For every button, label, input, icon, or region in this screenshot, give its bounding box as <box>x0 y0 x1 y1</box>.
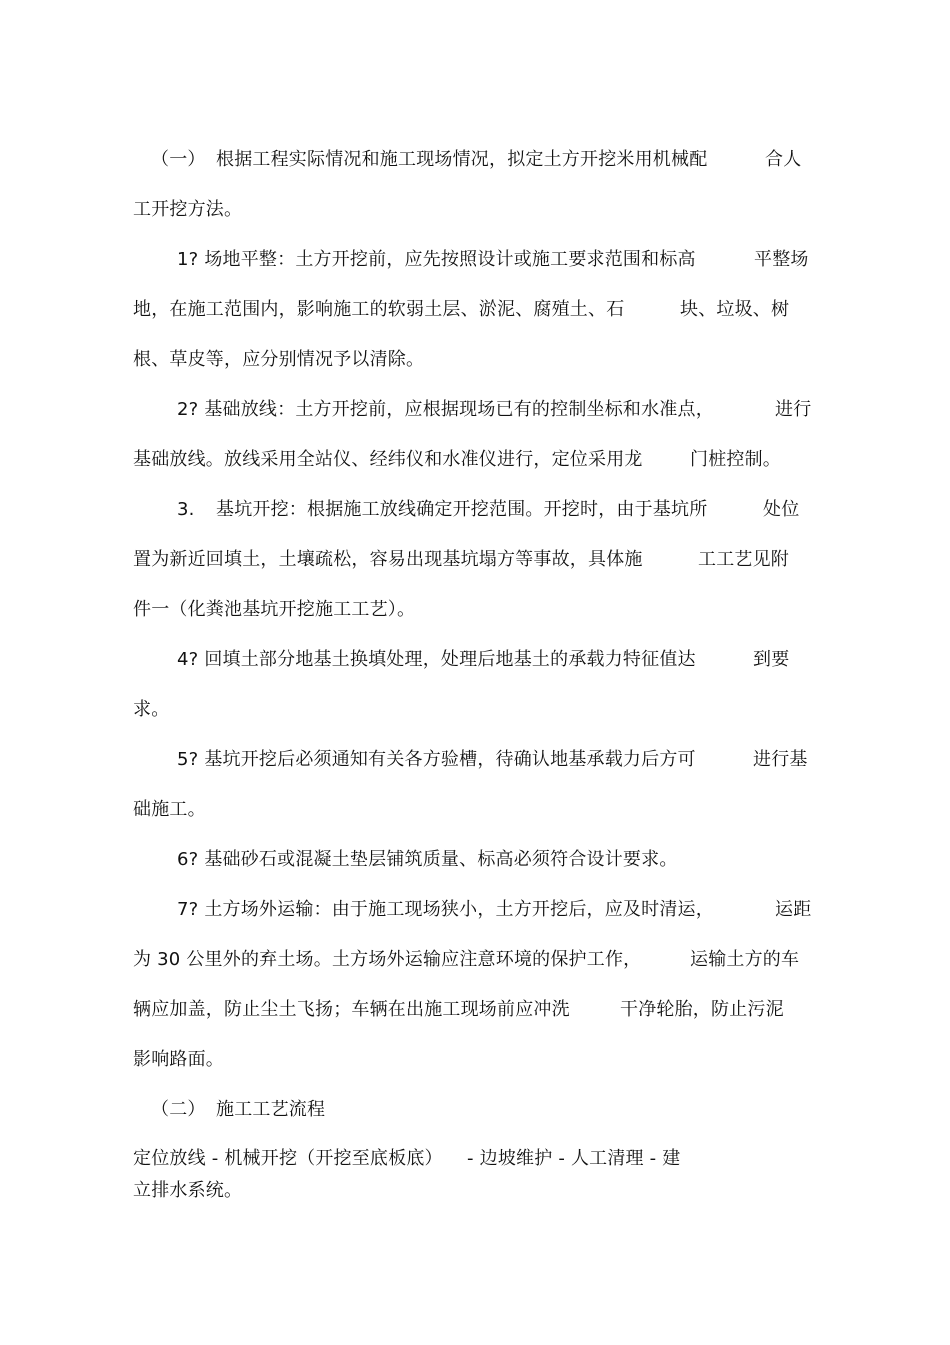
item-1-line-3: 根、草皮等，应分别情况予以清除。 <box>133 349 425 370</box>
item-3-line-2-tail: 工工艺见附 <box>698 549 789 570</box>
section-2-number: （二） <box>151 1099 206 1120</box>
item-7-line-3-tail: 干净轮胎，防止污泥 <box>620 999 784 1020</box>
section-1-text: 根据工程实际情况和施工现场情况，拟定土方开挖米用机械配 <box>216 149 708 170</box>
item-2-text-tail: 进行 <box>775 399 812 420</box>
item-1-line-2-tail: 块、垃圾、树 <box>680 299 790 320</box>
item-1-text: 1? 场地平整：土方开挖前，应先按照设计或施工要求范围和标高 <box>177 249 696 270</box>
item-7-text-tail: 运距 <box>775 899 812 920</box>
process-flow-line-1: 定位放线 - 机械开挖（开挖至底板底） <box>133 1148 443 1169</box>
section-1-number: （一） <box>151 149 206 170</box>
item-5-text-tail: 进行基 <box>753 749 808 770</box>
item-7-line-3: 辆应加盖，防止尘土飞扬；车辆在出施工现场前应冲洗 <box>133 999 570 1020</box>
item-3-number: 3. <box>177 499 195 520</box>
item-7-line-2: 为 30 公里外的弃土场。土方场外运输应注意环境的保护工作， <box>133 949 642 970</box>
item-1-line-2: 地，在施工范围内，影响施工的软弱土层、淤泥、腐殖土、石 <box>133 299 625 320</box>
item-7-text: 7? 土方场外运输：由于施工现场狭小，土方开挖后，应及时清运， <box>177 899 714 920</box>
item-4-text-tail: 到要 <box>753 649 790 670</box>
item-2-line-2: 基础放线。放线采用全站仪、经纬仪和水准仪进行，定位采用龙 <box>133 449 643 470</box>
item-3-text: 基坑开挖：根据施工放线确定开挖范围。开挖时，由于基坑所 <box>216 499 708 520</box>
item-3-line-2: 置为新近回填土，土壤疏松，容易出现基坑塌方等事故，具体施 <box>133 549 643 570</box>
section-1-text-tail: 合人 <box>765 149 802 170</box>
item-4-text: 4? 回填土部分地基土换填处理，处理后地基土的承载力特征值达 <box>177 649 696 670</box>
item-2-text: 2? 基础放线：土方开挖前，应根据现场已有的控制坐标和水准点， <box>177 399 714 420</box>
section-2-title: 施工工艺流程 <box>216 1099 326 1120</box>
item-3-line-3: 件一（化粪池基坑开挖施工工艺）。 <box>133 599 416 620</box>
item-1-text-tail: 平整场 <box>754 249 809 270</box>
item-5-text: 5? 基坑开挖后必须通知有关各方验槽，待确认地基承载力后方可 <box>177 749 696 770</box>
item-7-line-4: 影响路面。 <box>133 1049 224 1070</box>
item-3-text-tail: 处位 <box>763 499 800 520</box>
process-flow-line-1-tail: - 边坡维护 - 人工清理 - 建 <box>467 1148 681 1169</box>
item-6-text: 6? 基础砂石或混凝土垫层铺筑质量、标高必须符合设计要求。 <box>177 849 678 870</box>
item-5-line-2: 础施工。 <box>133 799 206 820</box>
section-1-text-cont: 工开挖方法。 <box>133 199 243 220</box>
item-2-line-2-tail: 门桩控制。 <box>690 449 781 470</box>
process-flow-line-2: 立排水系统。 <box>133 1180 243 1201</box>
item-7-line-2-tail: 运输土方的车 <box>690 949 800 970</box>
item-4-line-2: 求。 <box>133 699 170 720</box>
